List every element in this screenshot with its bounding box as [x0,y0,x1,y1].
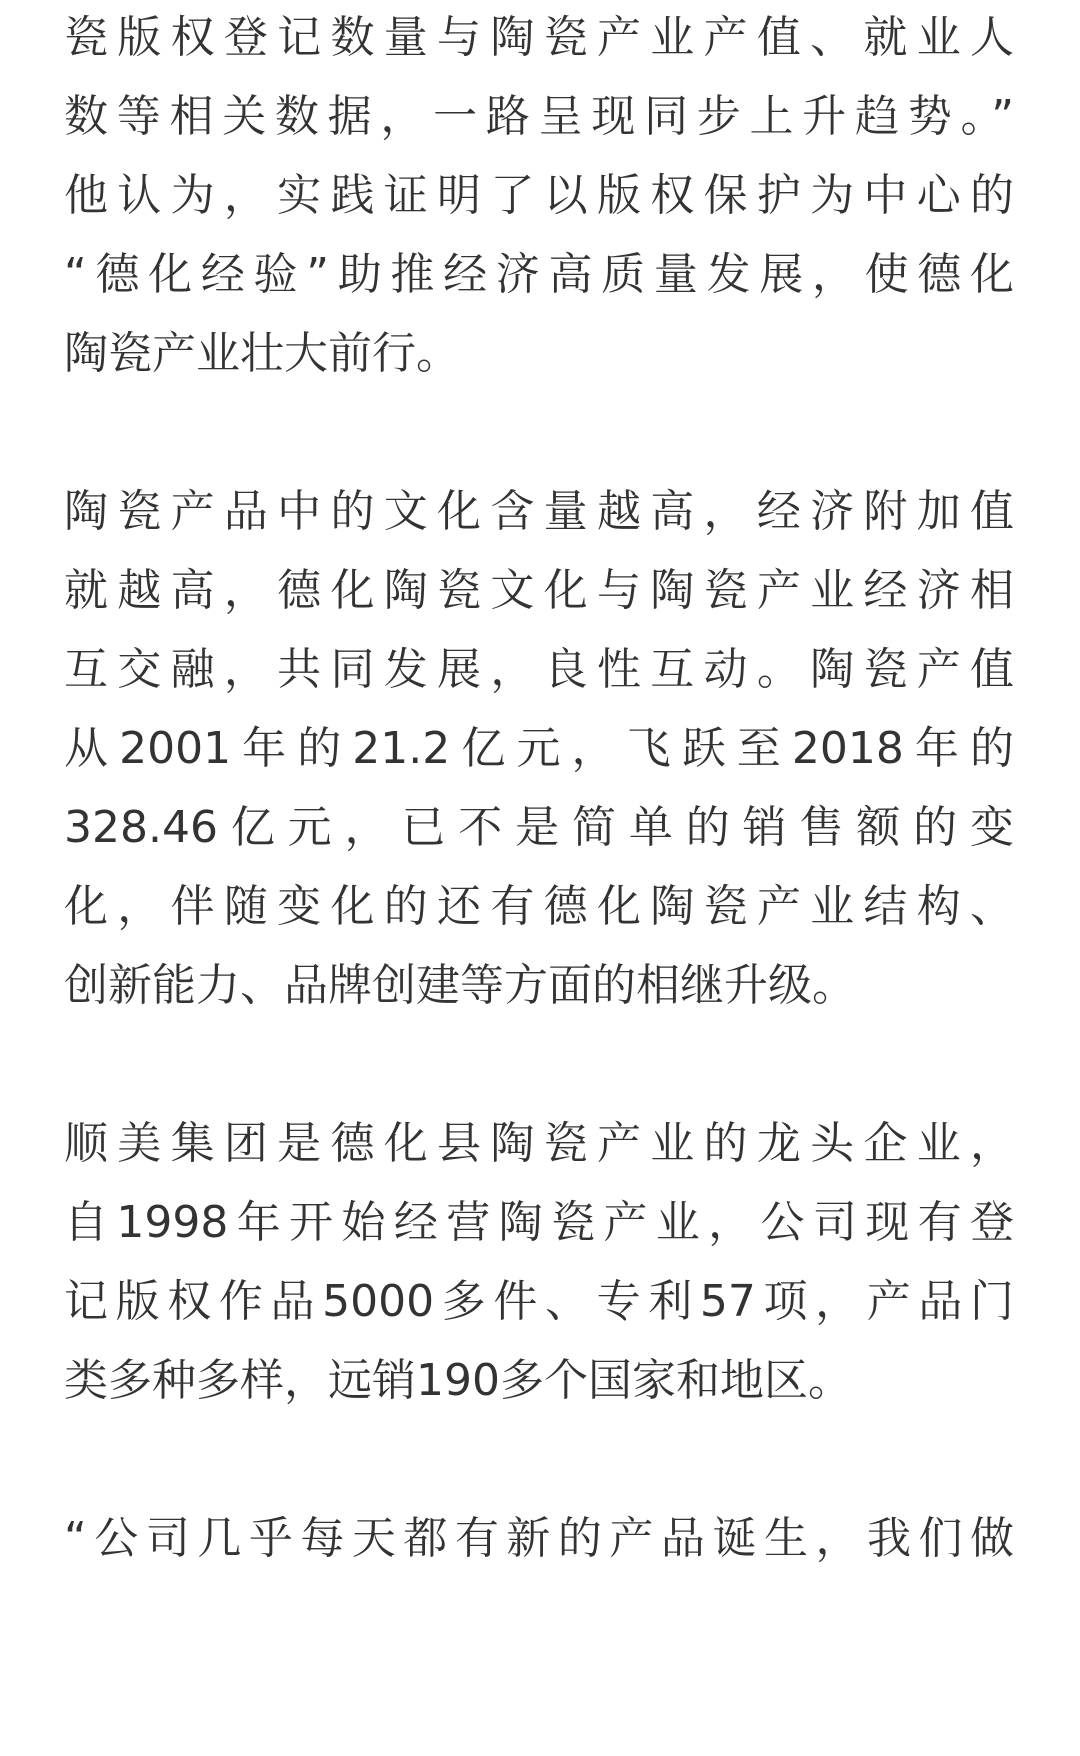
text-line: 瓷版权登记数量与陶瓷产业产值、就业人 [64,12,1014,63]
text-line: 记版权作品5000多件、专利57项，产品门 [64,1276,1014,1327]
text-line: 陶瓷产品中的文化含量越高，经济附加值 [64,486,1014,537]
text-line: 陶瓷产业壮大前行。 [64,328,460,379]
text-line: 328.46亿元，已不是简单的销售额的变 [64,802,1014,853]
text-line: 化，伴随变化的还有德化陶瓷产业结构、 [64,881,1014,932]
text-line: 创新能力、品牌创建等方面的相继升级。 [64,960,856,1011]
text-line: 数等相关数据，一路呈现同步上升趋势。” [64,91,1014,142]
text-line: 类多种多样，远销190多个国家和地区。 [64,1355,852,1406]
text-line: 从2001年的21.2亿元，飞跃至2018年的 [64,723,1014,774]
text-line: 互交融，共同发展，良性互动。陶瓷产值 [64,644,1014,695]
text-line: “德化经验”助推经济高质量发展，使德化 [64,249,1014,300]
text-line: 就越高，德化陶瓷文化与陶瓷产业经济相 [64,565,1014,616]
text-line: 自1998年开始经营陶瓷产业，公司现有登 [64,1197,1014,1248]
text-line: “公司几乎每天都有新的产品诞生，我们做 [64,1513,1014,1564]
text-line: 顺美集团是德化县陶瓷产业的龙头企业， [64,1118,1014,1169]
text-line: 他认为，实践证明了以版权保护为中心的 [64,170,1014,221]
